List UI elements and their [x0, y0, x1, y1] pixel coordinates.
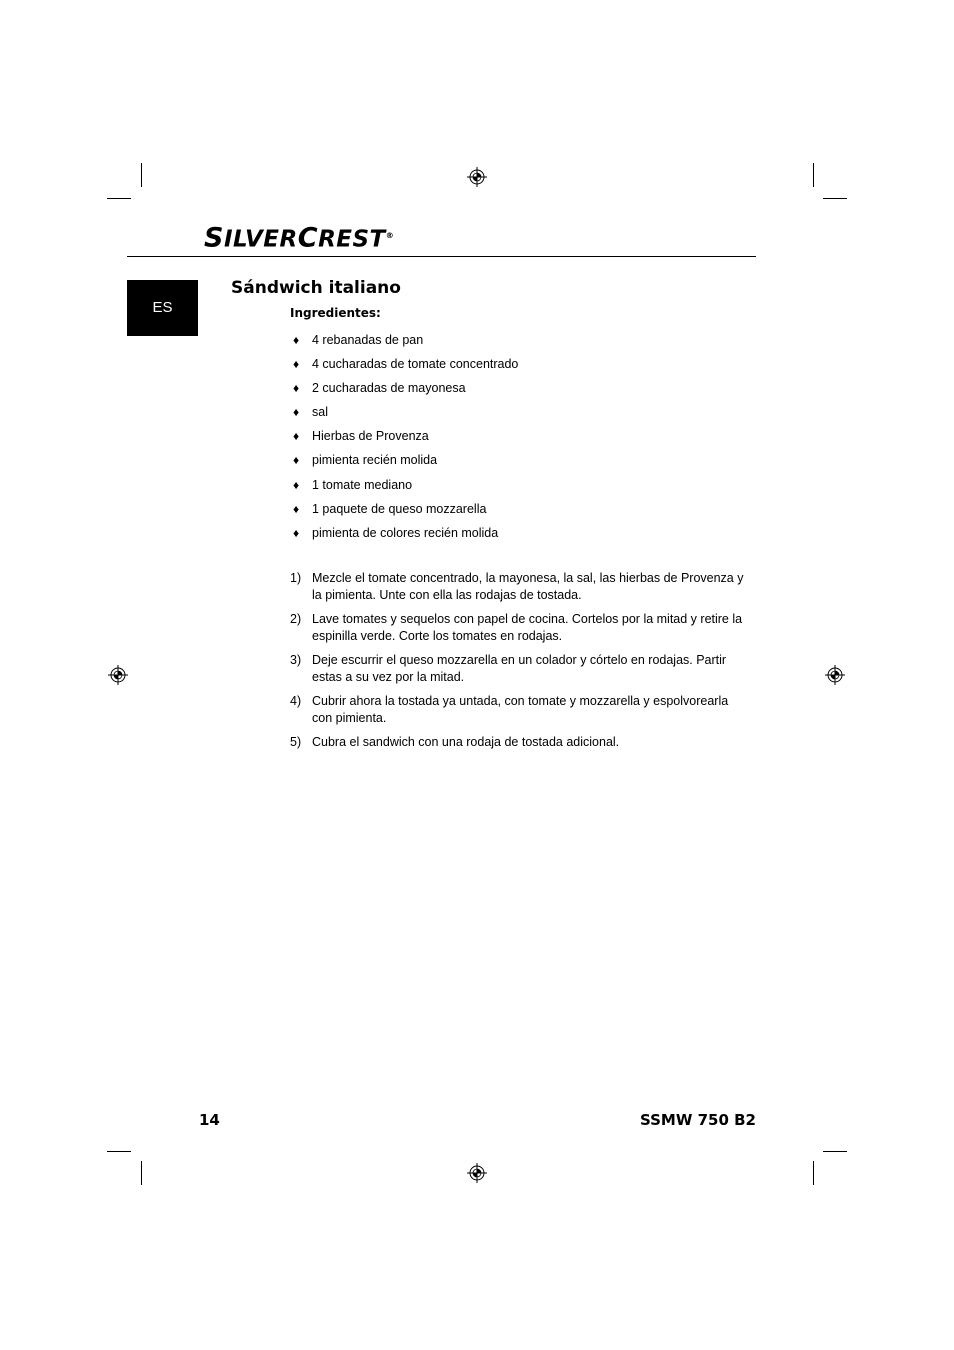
ingredient-text: pimienta recién molida: [312, 453, 438, 468]
diamond-bullet-icon: ♦: [293, 357, 300, 372]
brand-logo: [204, 222, 394, 254]
language-tab: ES: [127, 280, 198, 336]
ingredient-item: [290, 403, 518, 427]
ingredients-heading: Ingredientes:: [290, 306, 381, 320]
step-item: [290, 652, 750, 686]
diamond-bullet-icon: ♦: [293, 525, 300, 540]
ingredient-text: sal: [312, 405, 328, 420]
step-item: [290, 734, 750, 751]
brand-text: ILVER: [223, 226, 298, 253]
diamond-bullet-icon: ♦: [293, 477, 300, 492]
ingredient-item: [290, 524, 518, 548]
step-number: 4): [290, 694, 302, 708]
crop-mark: [141, 1161, 142, 1185]
ingredient-text: 2 cucharadas de mayonesa: [312, 381, 466, 396]
step-number: 5): [290, 735, 302, 749]
registration-mark-icon: [467, 167, 487, 187]
diamond-bullet-icon: ♦: [293, 381, 300, 396]
model-number: SSMW 750 B2: [639, 1111, 756, 1129]
step-item: [290, 611, 750, 645]
crop-mark: [107, 198, 131, 199]
registered-symbol: ®: [385, 231, 395, 240]
diamond-bullet-icon: ♦: [293, 333, 300, 347]
brand-text: REST: [318, 226, 386, 253]
ingredient-item: [290, 476, 518, 500]
registration-mark-icon: [467, 1163, 487, 1183]
header-divider: [127, 256, 756, 257]
ingredient-text: 1 tomate mediano: [312, 477, 413, 492]
crop-mark: [823, 1151, 847, 1152]
diamond-bullet-icon: ♦: [293, 501, 300, 516]
ingredient-item: [290, 379, 518, 403]
brand-initial: C: [297, 222, 319, 254]
ingredient-item: [290, 331, 518, 355]
diamond-bullet-icon: ♦: [293, 429, 300, 444]
step-text: Deje escurrir el queso mozzarella en un colador y córtelo en rodajas. Partir estas a su vez por la mitad.: [312, 653, 727, 684]
ingredient-text: Hierbas de Provenza: [312, 429, 429, 444]
step-item: [290, 693, 750, 727]
step-number: 3): [290, 653, 302, 667]
steps-list: [290, 570, 750, 758]
diamond-bullet-icon: ♦: [293, 453, 300, 468]
brand-initial: S: [204, 222, 224, 254]
registration-mark-icon: [108, 665, 128, 685]
step-number: 1): [290, 571, 302, 585]
recipe-title: Sándwich italiano: [231, 278, 401, 298]
ingredient-item: [290, 355, 518, 379]
ingredient-item: [290, 427, 518, 451]
registration-mark-icon: [825, 665, 845, 685]
step-number: 2): [290, 612, 302, 626]
ingredient-item: [290, 451, 518, 475]
diamond-bullet-icon: ♦: [293, 405, 300, 420]
step-item: [290, 570, 750, 604]
step-text: Mezcle el tomate concentrado, la mayonesa, la sal, las hierbas de Provenza y la pimienta. Unte con ella las rodajas de tostada.: [312, 571, 744, 602]
page-number: 14: [199, 1111, 220, 1129]
ingredients-list: [290, 331, 518, 548]
step-text: Cubra el sandwich con una rodaja de tostada adicional.: [312, 735, 620, 749]
ingredient-text: 4 rebanadas de pan: [312, 333, 424, 347]
crop-mark: [141, 163, 142, 187]
crop-mark: [823, 198, 847, 199]
ingredient-item: [290, 500, 518, 524]
ingredient-text: 1 paquete de queso mozzarella: [312, 501, 487, 516]
step-text: Cubrir ahora la tostada ya untada, con tomate y mozzarella y espolvorearla con pimienta.: [312, 694, 729, 725]
crop-mark: [813, 163, 814, 187]
crop-mark: [813, 1161, 814, 1185]
crop-mark: [107, 1151, 131, 1152]
step-text: Lave tomates y sequelos con papel de cocina. Cortelos por la mitad y retire la espinilla verde. Corte los tomates en rodajas.: [312, 612, 743, 643]
ingredient-text: pimienta de colores recién molida: [312, 525, 499, 540]
ingredient-text: 4 cucharadas de tomate concentrado: [312, 357, 519, 372]
